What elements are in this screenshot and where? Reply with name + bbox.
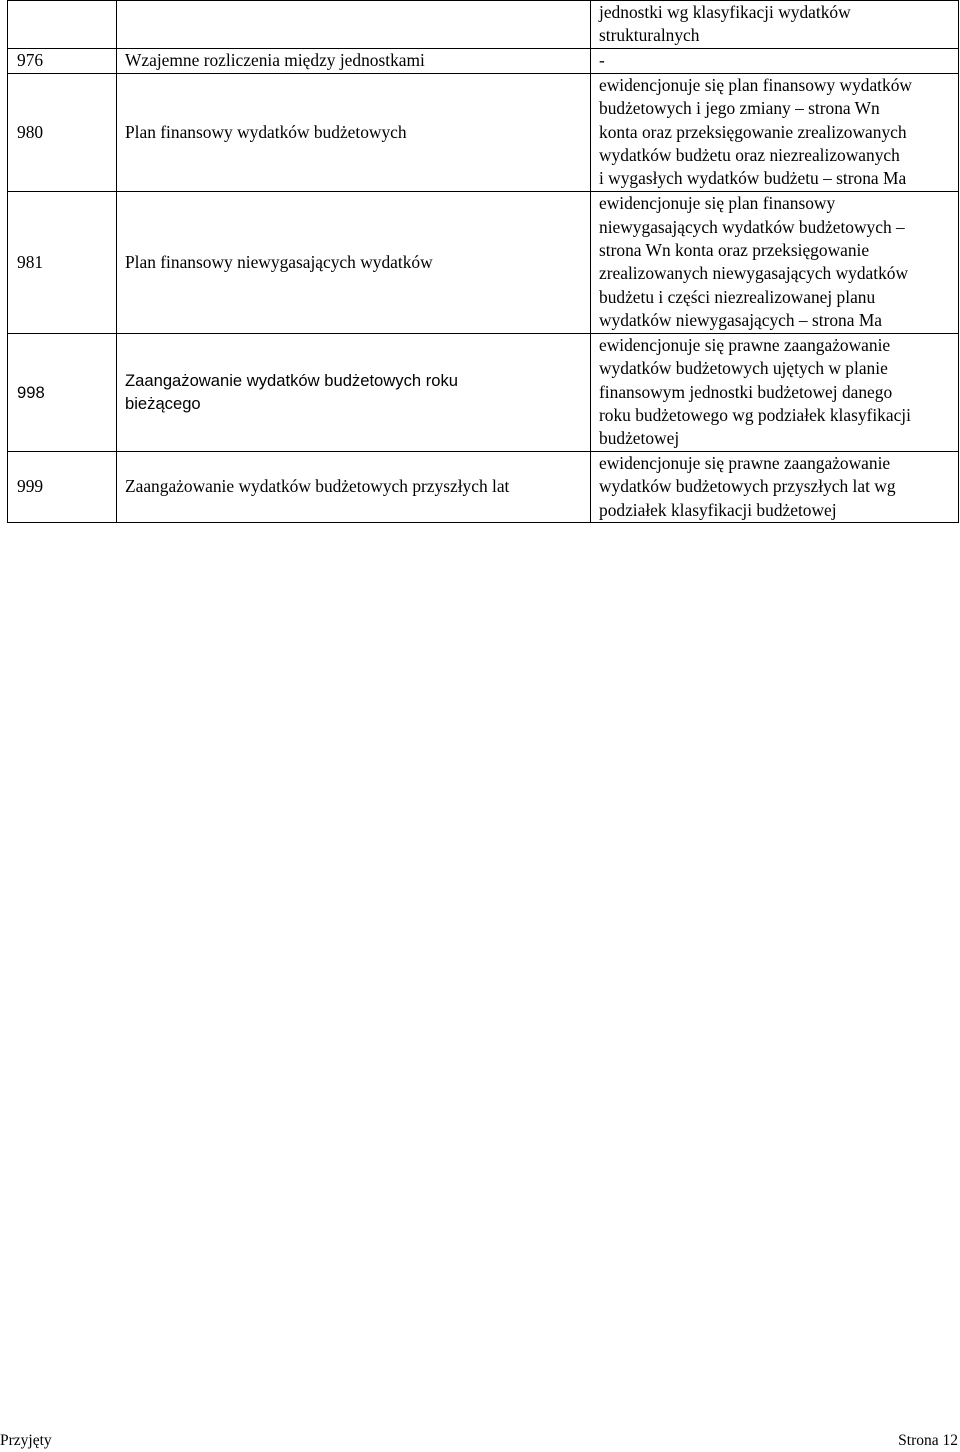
table-row [8,333,959,451]
account-name: Wzajemne rozliczenia między jednostkami [117,48,591,73]
description-line: wydatków niewygasających – strona Ma [599,310,882,331]
account-name-line: Zaangażowanie wydatków budżetowych roku [125,370,458,390]
description-line: ewidencjonuje się plan finansowy wydatków [599,74,912,95]
description-line: budżetowej [599,428,680,449]
account-number: 981 [8,191,117,333]
account-description [591,191,959,333]
description-line: roku budżetowego wg podziałek klasyfikacji [599,405,911,426]
description-line: niewygasających wydatków budżetowych – [599,216,905,237]
account-number: 976 [8,48,117,73]
account-number: 998 [8,333,117,451]
description-line: konta oraz przeksięgowanie zrealizowanych [599,121,907,142]
description-line: wydatków budżetowych przyszłych lat wg [599,476,896,497]
accounts-table [7,0,959,523]
account-description [591,333,959,451]
page-number: Strona 12 [898,1432,958,1449]
account-number: 980 [8,73,117,191]
table-row [8,48,959,73]
description-line: strukturalnych [599,25,700,46]
description-line: ewidencjonuje się prawne zaangażowanie [599,334,891,355]
description-line: wydatków budżetowych ujętych w planie [599,358,888,379]
table-row [8,1,959,49]
account-number: 999 [8,451,117,522]
account-name-line: bieżącego [125,394,201,414]
description-line: budżetowych i jego zmiany – strona Wn [599,98,880,119]
description-line: strona Wn konta oraz przeksięgowanie [599,239,870,260]
description-line: finansowym jednostki budżetowej danego [599,381,893,402]
description-line: ewidencjonuje się prawne zaangażowanie [599,452,891,473]
account-name: Plan finansowy niewygasających wydatków [117,191,591,333]
description-line: podziałek klasyfikacji budżetowej [599,499,837,520]
account-description [591,73,959,191]
account-name: Zaangażowanie wydatków budżetowych przyszłych lat [117,451,591,522]
description-line: zrealizowanych niewygasających wydatków [599,263,909,284]
table-row [8,451,959,522]
description-line: wydatków budżetu oraz niezrealizowanych [599,145,900,166]
account-name: Plan finansowy wydatków budżetowych [117,73,591,191]
table-row [8,73,959,191]
account-number [8,1,117,49]
description-line: jednostki wg klasyfikacji wydatków [599,2,851,22]
account-description [591,1,959,49]
description-line: budżetu i części niezrealizowanej planu [599,286,876,307]
description-line: i wygasłych wydatków budżetu – strona Ma [599,168,907,189]
table-row [8,191,959,333]
account-name [117,333,591,451]
account-name [117,1,591,49]
footer-status: Przyjęty [0,1432,52,1449]
account-description [591,48,959,73]
description-line: - [599,50,605,71]
description-line: ewidencjonuje się plan finansowy [599,193,836,214]
account-description [591,451,959,522]
